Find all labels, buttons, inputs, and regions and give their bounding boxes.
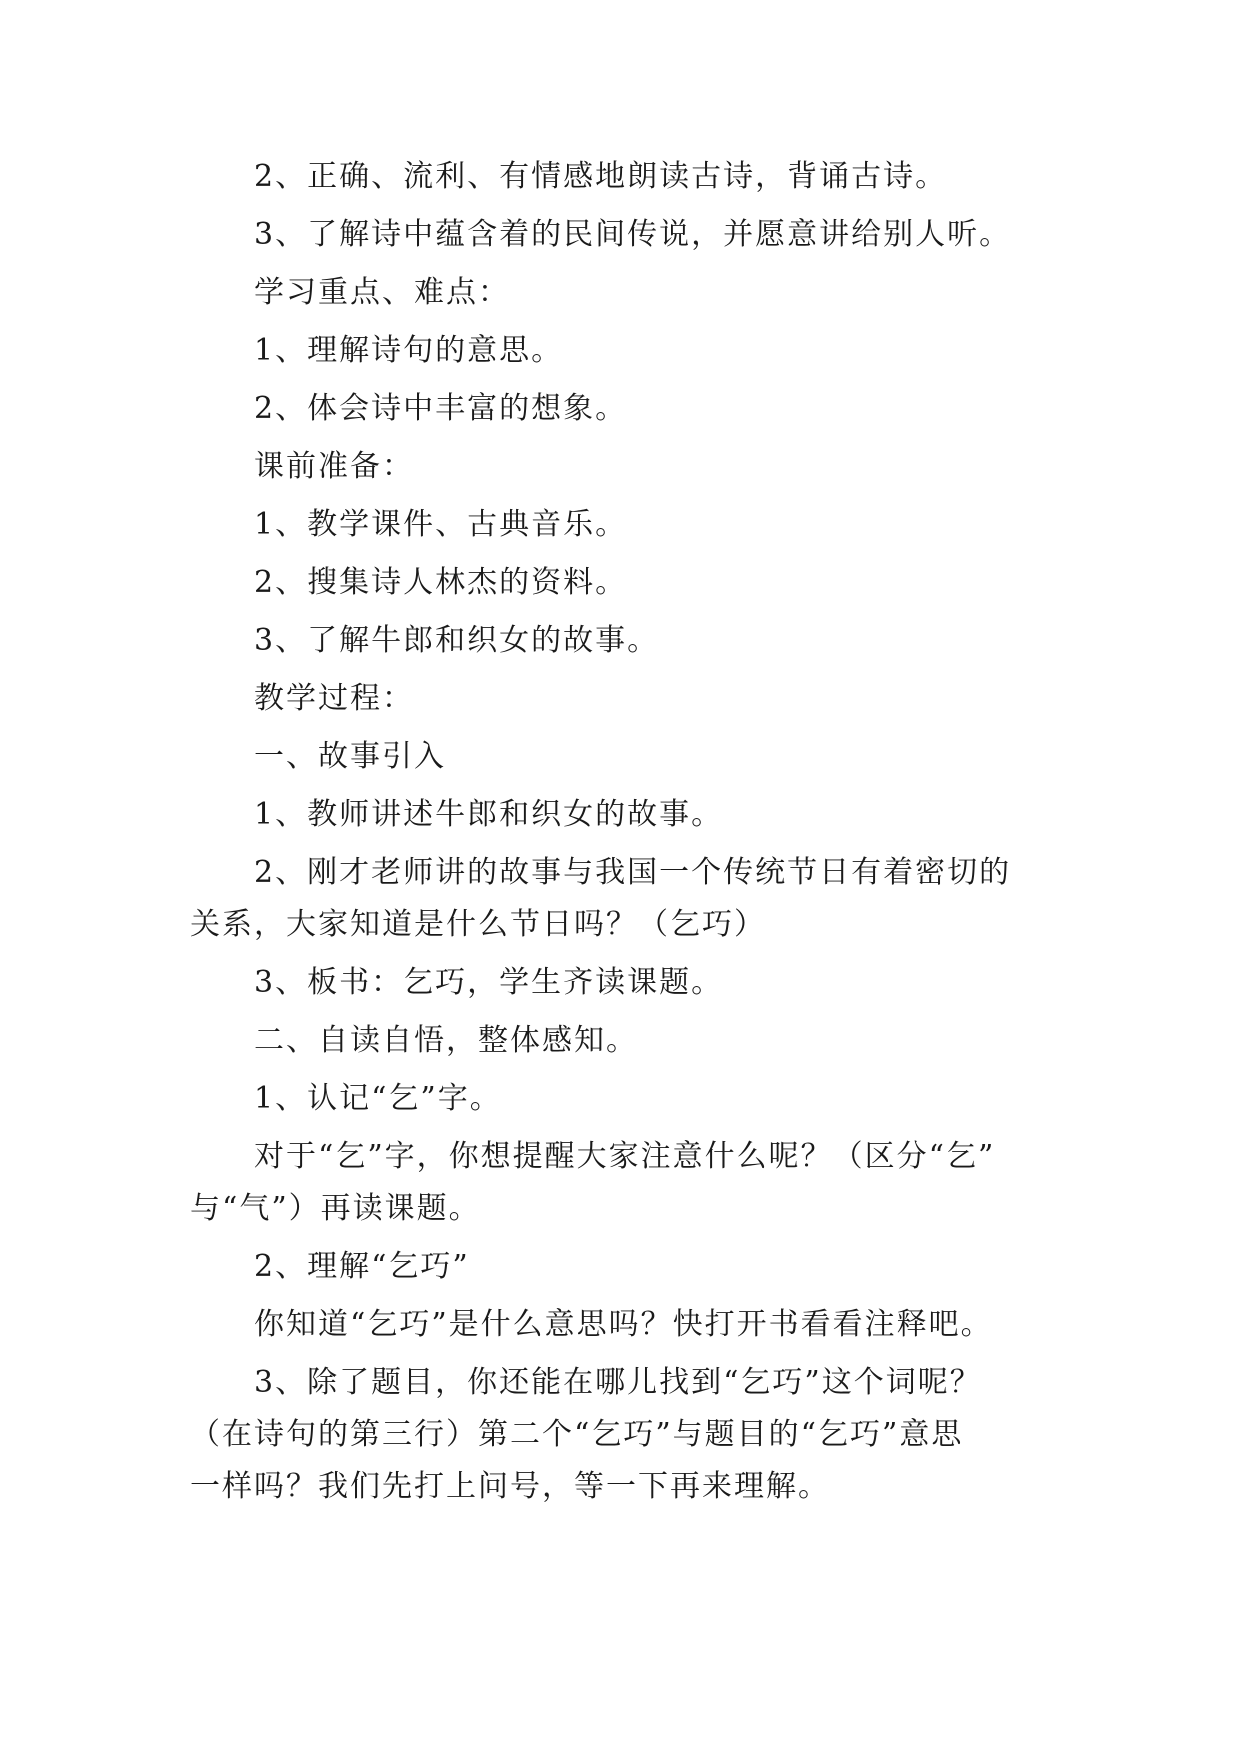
text-line: 1、理解诗句的意思。	[254, 333, 564, 368]
text-line: 2、刚才老师讲的故事与我国一个传统节日有着密切的	[254, 855, 1012, 890]
document-body	[190, 158, 1050, 1526]
text-line: 你知道“乞巧”是什么意思吗？快打开书看看注释吧。	[254, 1307, 993, 1342]
section-heading: 学习重点、难点：	[254, 275, 510, 310]
text-line: 2、体会诗中丰富的想象。	[254, 391, 628, 426]
section-heading: 教学过程：	[254, 681, 414, 716]
text-line: 1、教师讲述牛郎和织女的故事。	[254, 797, 724, 832]
text-line-continuation: 一样吗？我们先打上问号，等一下再来理解。	[190, 1469, 830, 1504]
text-line: 2、理解“乞巧”	[254, 1249, 470, 1284]
text-line: 3、了解牛郎和织女的故事。	[254, 623, 660, 658]
text-line: 对于“乞”字，你想提醒大家注意什么呢？（区分“乞”	[254, 1139, 996, 1174]
section-heading: 一、故事引入	[254, 739, 446, 774]
text-line: 3、了解诗中蕴含着的民间传说，并愿意讲给别人听。	[254, 217, 1012, 252]
text-line-continuation: 关系，大家知道是什么节日吗？（乞巧）	[190, 907, 766, 942]
text-line: 3、除了题目，你还能在哪儿找到“乞巧”这个词呢？	[254, 1365, 982, 1400]
section-heading: 二、自读自悟，整体感知。	[254, 1023, 638, 1058]
text-line: 1、认记“乞”字。	[254, 1081, 502, 1116]
text-line-continuation: 与“气”）再读课题。	[190, 1191, 481, 1226]
text-line: 1、教学课件、古典音乐。	[254, 507, 628, 542]
section-heading: 课前准备：	[254, 449, 414, 484]
text-line: 2、搜集诗人林杰的资料。	[254, 565, 628, 600]
text-line-continuation: （在诗句的第三行）第二个“乞巧”与题目的“乞巧”意思	[190, 1417, 964, 1452]
text-line: 3、板书：乞巧，学生齐读课题。	[254, 965, 724, 1000]
text-line: 2、正确、流利、有情感地朗读古诗，背诵古诗。	[254, 159, 948, 194]
